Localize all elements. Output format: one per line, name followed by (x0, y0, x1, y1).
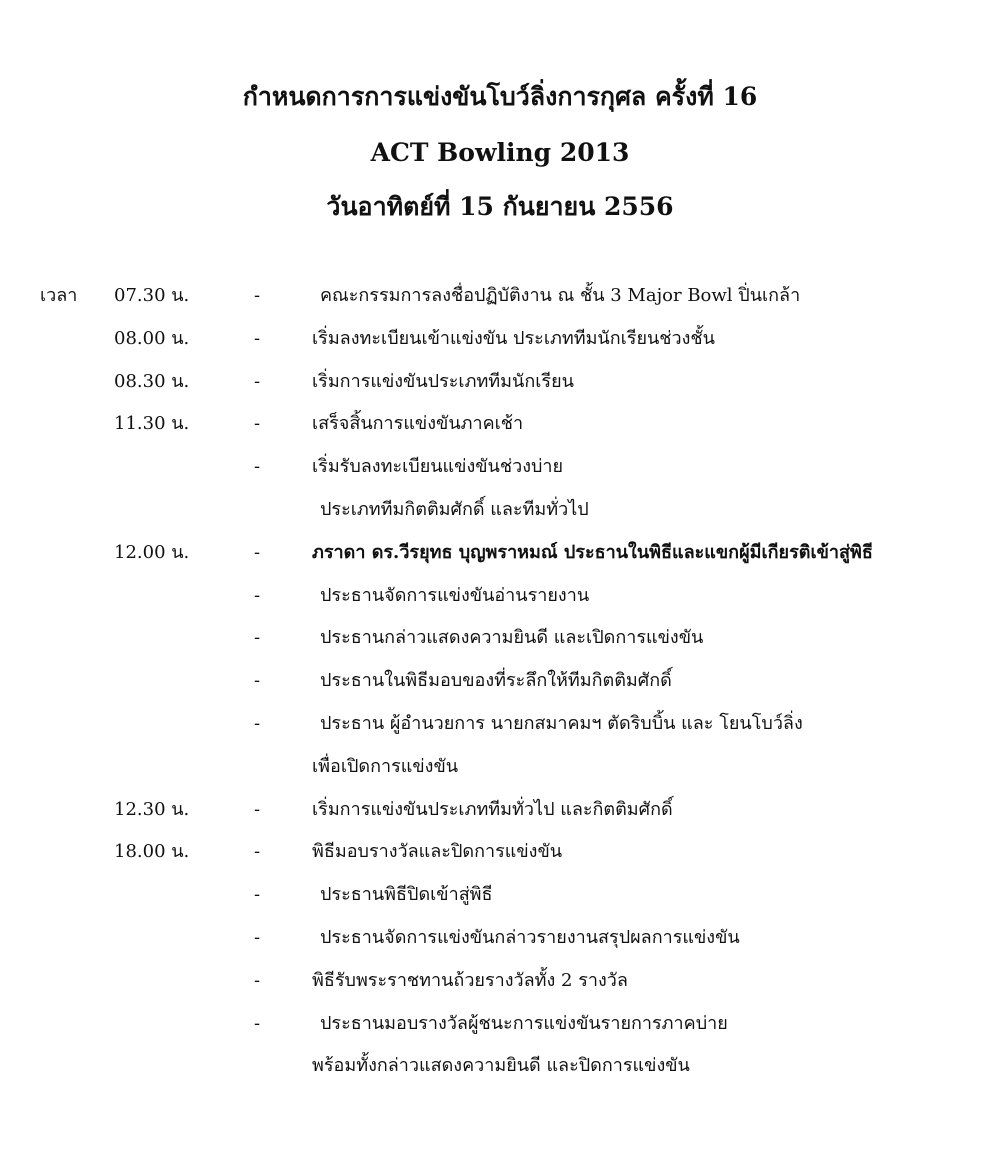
bullet-dash: - (254, 541, 261, 563)
schedule-time: 08.00 น. (114, 327, 190, 349)
schedule-row (0, 880, 1000, 923)
schedule-row (0, 281, 1000, 324)
event-name: ACT Bowling 2013 (370, 138, 630, 167)
schedule-text: ประธานในพิธีมอบของที่ระลึกให้ทีมกิตติมศักดิ์ (320, 670, 672, 692)
bullet-dash: - (254, 712, 261, 734)
schedule-row (0, 666, 1000, 709)
bullet-dash: - (254, 1012, 261, 1034)
schedule-time: 18.00 น. (114, 841, 190, 863)
bullet-dash: - (254, 285, 261, 306)
schedule-text: พิธีรับพระราชทานถ้วยรางวัลทั้ง 2 รางวัล (312, 969, 628, 991)
schedule-text: เสร็จสิ้นการแข่งขันภาคเช้า (312, 413, 524, 435)
schedule-text: เริ่มลงทะเบียนเข้าแข่งขัน ประเภททีมนักเรียนช่วงชั้น (312, 327, 715, 349)
schedule-row (0, 581, 1000, 624)
bullet-dash: - (254, 884, 261, 906)
bullet-dash: - (254, 627, 261, 649)
bullet-dash: - (254, 969, 261, 991)
schedule-time: 12.30 น. (114, 798, 190, 820)
schedule-row (0, 709, 1000, 752)
schedule-row-continuation (0, 1051, 1000, 1094)
schedule-time: 08.30 น. (114, 370, 190, 392)
schedule-text: ประเภททีมกิตติมศักดิ์ และทีมทั่วไป (320, 498, 589, 520)
bullet-dash: - (254, 670, 261, 692)
bullet-dash: - (254, 327, 261, 349)
schedule-text: ประธานมอบรางวัลผู้ชนะการแข่งขันรายการภาคบ่าย (320, 1012, 728, 1034)
schedule-text: เริ่มการแข่งขันประเภททีมทั่วไป และกิตติมศักดิ์ (312, 798, 673, 820)
schedule-text: เริ่มรับลงทะเบียนแข่งขันช่วงบ่าย (312, 456, 564, 478)
bullet-dash: - (254, 841, 261, 863)
schedule-row-continuation (0, 752, 1000, 795)
schedule-text: ประธานกล่าวแสดงความยินดี และเปิดการแข่งขัน (320, 627, 704, 649)
schedule-row (0, 966, 1000, 1009)
schedule-text: ภราดา ดร.วีรยุทธ บุญพราหมณ์ ประธานในพิธีและแขกผู้มีเกียรติเข้าสู่พิธี (312, 541, 873, 563)
schedule-row (0, 367, 1000, 410)
event-date: วันอาทิตย์ที่ 15 กันยายน 2556 (326, 192, 674, 221)
schedule-row (0, 795, 1000, 838)
schedule-row (0, 538, 1000, 581)
document-title: กำหนดการการแข่งขันโบว์ลิ่งการกุศล ครั้งที่ 16 (242, 82, 758, 111)
schedule-row (0, 837, 1000, 880)
bullet-dash: - (254, 370, 261, 392)
schedule-time: 12.00 น. (114, 541, 190, 563)
time-label: เวลา (40, 285, 78, 306)
schedule-text: พร้อมทั้งกล่าวแสดงความยินดี และปิดการแข่งขัน (312, 1055, 690, 1077)
schedule-text: ประธานพิธีปิดเข้าสู่พิธี (320, 884, 493, 906)
schedule-row (0, 409, 1000, 452)
schedule-row-continuation (0, 495, 1000, 538)
schedule-row (0, 452, 1000, 495)
schedule-list (0, 281, 1000, 1094)
schedule-text: ประธานจัดการแข่งขันกล่าวรายงานสรุปผลการแข่งขัน (320, 926, 740, 948)
schedule-text: เพื่อเปิดการแข่งขัน (312, 755, 459, 777)
schedule-text: คณะกรรมการลงชื่อปฏิบัติงาน ณ ชั้น 3 Major Bowl ปิ่นเกล้า (320, 285, 801, 306)
bullet-dash: - (254, 413, 261, 435)
schedule-row (0, 623, 1000, 666)
bullet-dash: - (254, 456, 261, 478)
bullet-dash: - (254, 926, 261, 948)
schedule-text: ประธานจัดการแข่งขันอ่านรายงาน (320, 584, 590, 606)
schedule-row (0, 923, 1000, 966)
bullet-dash: - (254, 584, 261, 606)
schedule-time: 11.30 น. (114, 413, 190, 435)
bullet-dash: - (254, 798, 261, 820)
schedule-text: พิธีมอบรางวัลและปิดการแข่งขัน (312, 841, 563, 863)
schedule-row (0, 324, 1000, 367)
schedule-row (0, 1009, 1000, 1052)
schedule-text: เริ่มการแข่งขันประเภททีมนักเรียน (312, 370, 574, 392)
schedule-time: 07.30 น. (114, 285, 190, 306)
schedule-text: ประธาน ผู้อำนวยการ นายกสมาคมฯ ตัดริบบิ้น และ โยนโบว์ลิ่ง (320, 712, 803, 734)
